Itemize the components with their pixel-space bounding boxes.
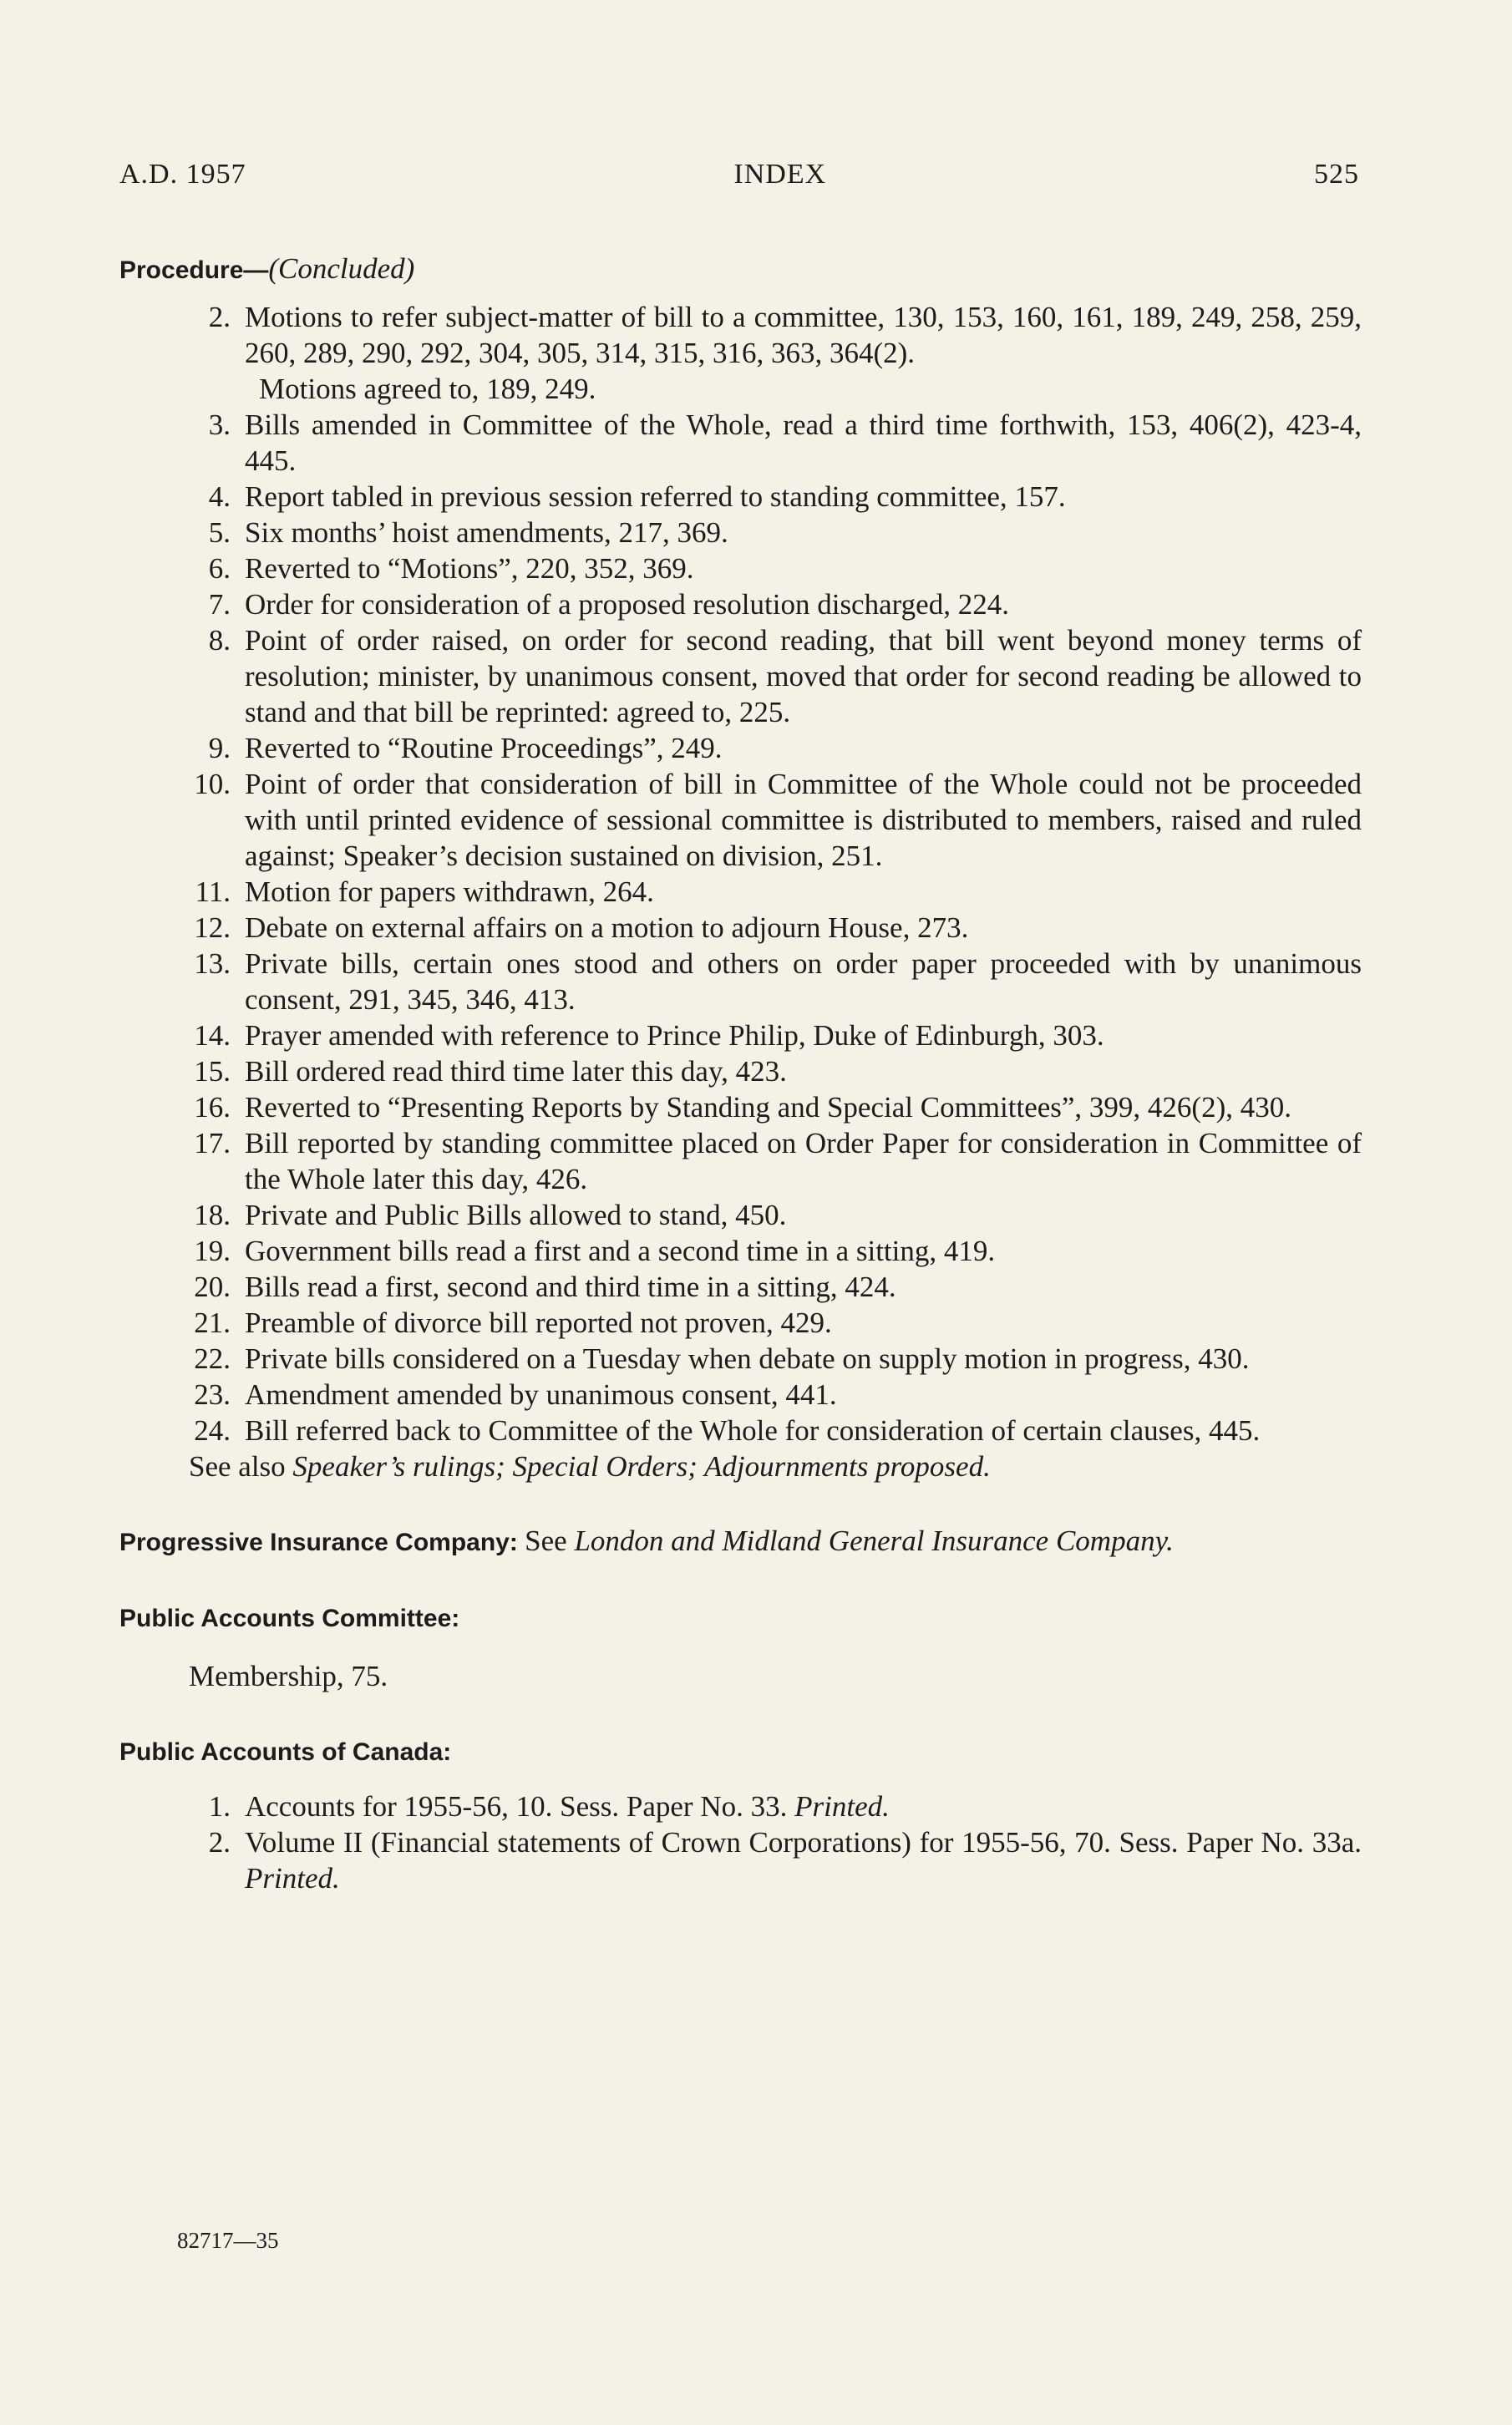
public-accounts-entries: [119, 1788, 1362, 1896]
procedure-heading: Procedure—(Concluded): [119, 252, 415, 285]
list-item: 9. Reverted to “Routine Proceedings”, 249.: [208, 732, 723, 764]
procedure-entries: [119, 299, 1362, 1448]
progressive-insurance-entry: Progressive Insurance Company: See London and Midland General Insurance Company.: [119, 1525, 1174, 1557]
list-item: 10. Point of order that consideration of bill in Committee of the Whole could not be proceeded with until printed evidence of sessional committee is distributed to members, raised and ruled against; Speaker’s decision sustained on division, 251.: [194, 768, 1362, 872]
index-content: [119, 251, 1362, 1896]
public-accounts-canada-heading: Public Accounts of Canada:: [119, 1738, 452, 1766]
public-accounts-committee-heading: Public Accounts Committee:: [119, 1605, 460, 1632]
list-item: 13. Private bills, certain ones stood and others on order paper proceeded with by unanimous consent, 291, 345, 346, 413.: [194, 947, 1362, 1016]
list-item: 23. Amendment amended by unanimous consent, 441.: [194, 1378, 837, 1411]
membership-line: Membership, 75.: [189, 1660, 388, 1692]
list-item: 24. Bill referred back to Committee of the Whole for consideration of certain clauses, 445.: [194, 1414, 1261, 1447]
list-item: 21. Preamble of divorce bill reported not proven, 429.: [194, 1306, 832, 1339]
list-item: 14. Prayer amended with reference to Prince Philip, Duke of Edinburgh, 303.: [194, 1019, 1104, 1052]
list-item: 8. Point of order raised, on order for second reading, that bill went beyond money terms of resolution; minister, by unanimous consent, moved that order for second reading be allowed to stand and that bill be reprinted: agreed to, 225.: [208, 624, 1362, 728]
list-item: 11. Motion for papers withdrawn, 264.: [195, 875, 654, 908]
header-title: INDEX: [733, 159, 827, 190]
list-item: 1. Accounts for 1955-56, 10. Sess. Paper No. 33. Printed.: [208, 1790, 890, 1823]
list-item: 5. Six months’ hoist amendments, 217, 369.: [208, 516, 728, 549]
list-item: 20. Bills read a first, second and third time in a sitting, 424.: [194, 1271, 896, 1303]
list-item: 3. Bills amended in Committee of the Whole, read a third time forthwith, 153, 406(2), 423-4, 445.: [208, 408, 1362, 477]
list-item: 22. Private bills considered on a Tuesday when debate on supply motion in progress, 430.: [194, 1342, 1250, 1375]
list-item: 17. Bill reported by standing committee placed on Order Paper for consideration in Committee of the Whole later this day, 426.: [194, 1127, 1362, 1195]
see-also-line: See also Speaker’s rulings; Special Orders; Adjournments proposed.: [189, 1450, 991, 1483]
running-head: [119, 159, 1359, 190]
list-item: 4. Report tabled in previous session referred to standing committee, 157.: [208, 480, 1066, 513]
list-item: 7. Order for consideration of a proposed resolution discharged, 224.: [208, 588, 1009, 621]
list-item: 12. Debate on external affairs on a motion to adjourn House, 273.: [194, 911, 969, 944]
page-number: 525: [1314, 159, 1359, 190]
list-item-continuation: Motions agreed to, 189, 249.: [259, 373, 596, 405]
list-item: 19. Government bills read a first and a second time in a sitting, 419.: [194, 1235, 996, 1267]
list-item: 16. Reverted to “Presenting Reports by Standing and Special Committees”, 399, 426(2), 430.: [194, 1091, 1291, 1124]
list-item: 6. Reverted to “Motions”, 220, 352, 369.: [208, 552, 694, 585]
list-item: 15. Bill ordered read third time later this day, 423.: [194, 1055, 787, 1088]
header-year: A.D. 1957: [119, 159, 246, 190]
list-item: 18. Private and Public Bills allowed to stand, 450.: [194, 1199, 787, 1231]
print-code: 82717—35: [177, 2228, 279, 2253]
list-item: 2. Motions to refer subject-matter of bill to a committee, 130, 153, 160, 161, 189, 249, 258, 259, 260, 289, 290, 292, 304, 305, 314, 315, 316, 363, 364(2).: [208, 301, 1362, 369]
list-item: 2. Volume II (Financial statements of Crown Corporations) for 1955-56, 70. Sess. Paper No. 33a. Printed.: [208, 1826, 1362, 1895]
